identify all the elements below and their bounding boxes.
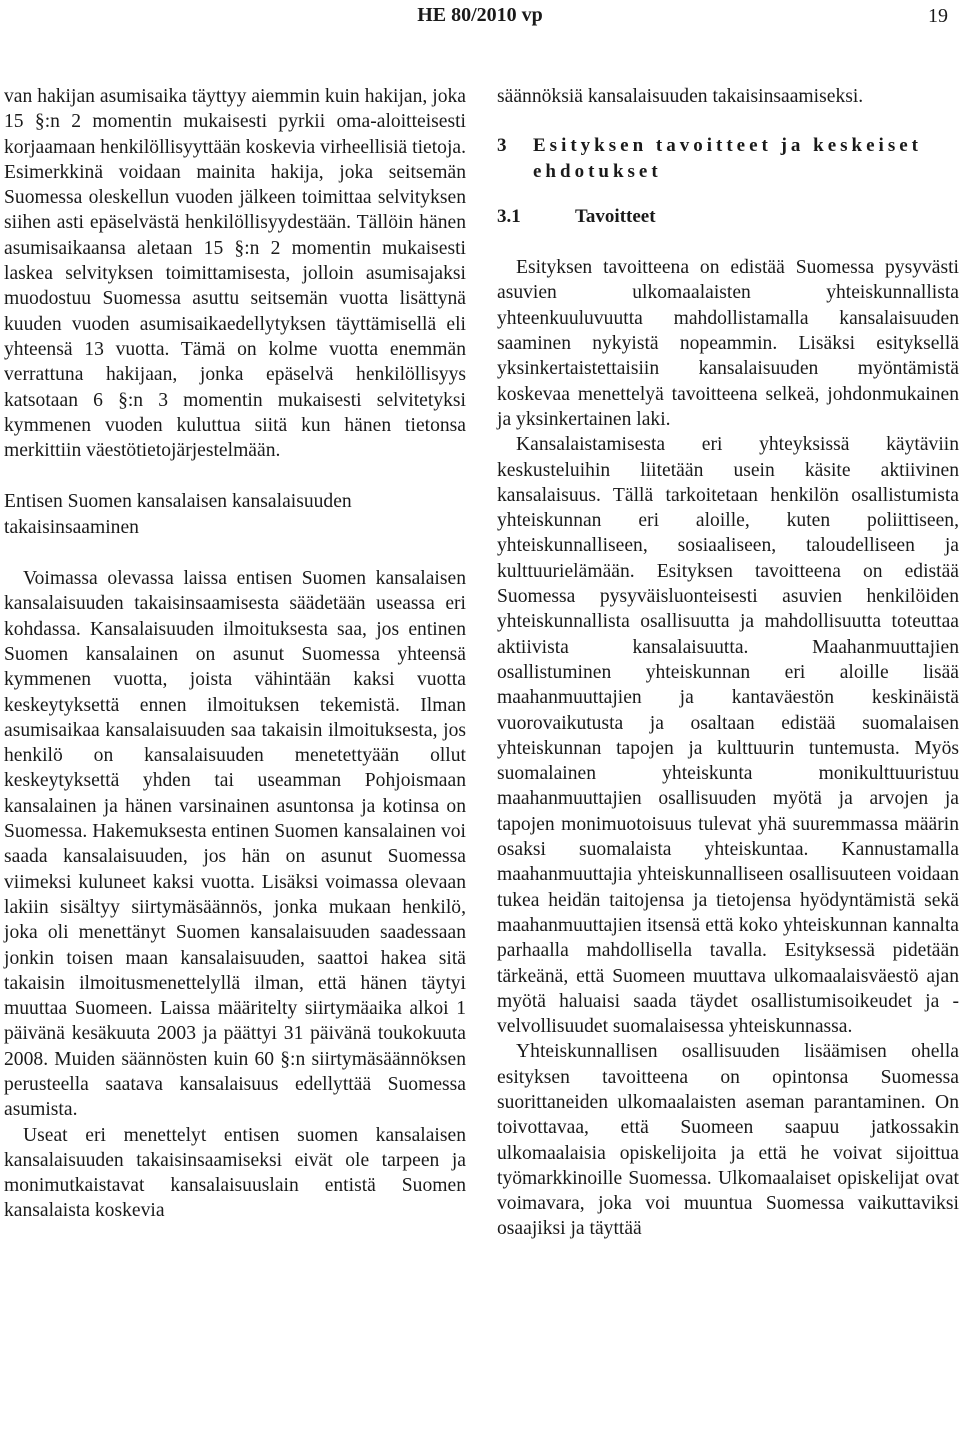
document-id: HE 80/2010 vp [417,4,543,26]
paragraph: van hakijan asumisaika täyttyy aiemmin kuin hakijan, joka 15 §:n 2 momentin mukaisesti pyrkii oma-aloitteisesti korjaamaan henkilöllisyyttään koskevia virheellisiä tietoja. Esimerkkinä voidaan mainita hakija, joka seitsemän Suomessa oleskellun vuoden jälkeen toimittaa selvityksen siihen asti epäselvästä henkilöllisyydestään. Tällöin hänen asumisaikaansa aletaan 15 §:n 2 momentin mukaisesti laskea selvityksen toimittamisesta, jolloin asumisajaksi muodostuu Suomessa asuttu seitsemän vuotta lisättynä kuuden vuoden asumisaikaedellytyksen täyttämisellä eli yhteensä 13 vuotta. Tämä on kolme vuotta enemmän verrattuna hakijaan, jonka epäselvä henkilöllisyys katsotaan 6 §:n 3 momentin mukaisesti selvitetyksi kymmenen vuoden kuluttua siitä kun hänen tietonsa merkittiin väestötietojärjestelmään. [4,86,466,462]
right-column [497,84,959,1242]
paragraph: Esityksen tavoitteena on edistää Suomessa pysyvästi asuvien ulkomaalaisten yhteiskunnallista yhteenkuuluvuutta mahdollistamalla kansalaisuuden saaminen nykyistä nopeammin. Lisäksi esityksellä yksinkertaistettaisiin kansalaisuuden myöntämistä koskevaa menettelyä tavoitteena selkeä, johdonmukainen ja yksinkertainen laki. [497,257,959,430]
section-number: 3 [497,135,507,157]
subsection-number: 3.1 [497,205,521,227]
paragraph: Kansalaistamisesta eri yhteyksissä käytäviin keskusteluihin liitetään usein käsite aktiivinen kansalaisuus. Tällä tarkoitetaan henkilön osallistumista yhteiskunnan eri aloille, kuten poliittiseen, yhteiskunnalliseen, sosiaaliseen, taloudelliseen ja kulttuurielämään. Esityksen tavoitteena on edistää Suomessa pysyväisluonteisesti asuvien henkilöiden yhteiskunnallista osallisuutta ja mahdollisuutta toteuttaa aktiivista kansalaisuutta. Maahanmuuttajien osallistuminen yhteiskunnan eri aloille lisää maahanmuuttajien ja kantaväestön keskinäistä vuorovaikutusta ja osaltaan edistää suomalaisen yhteiskunnan tapojen ja kulttuurin tuntemusta. Myös suomalainen yhteiskunta monikulttuuristuu maahanmuuttajien osallisuuden myötä ja arvojen ja tapojen monimuotoisuus tulevat yhä suuremmassa määrin osaksi suomalaista yhteiskuntaa. Kannustamalla maahanmuuttajia yhteiskunnalliseen osallisuuteen voidaan tukea heidän taitojensa ja tietojensa hyödyntämistä sekä maahanmuuttajien itsensä että koko yhteiskunnan kannalta parhaalla mahdollisella tavalla. Esityksessä pidetään tärkeänä, että Suomeen muuttava ulkomaalaisväestö ajan myötä haluaisi saada täydet osallistumisoikeudet ja -velvollisuudet suomalaisessa yhteiskunnassa. [497,434,959,1038]
page-header [0,0,960,34]
section-title: Esityksen tavoitteet ja keskeiset ehdotukset [533,135,922,182]
subsection-heading [497,204,959,229]
subsection-title: Tavoitteet [575,205,656,227]
paragraph: Voimassa olevassa laissa entisen Suomen kansalaisen kansalaisuuden takaisinsaamisesta säädetään useassa eri kohdassa. Kansalaisuuden ilmoituksesta saa, jos entinen Suomen kansalainen on asunut Suomessa yhteensä kymmenen vuotta, joista vähintään kaksi vuotta keskeytyksettä ennen ilmoituksen tekemistä. Ilman asumisaikaa kansalaisuuden saa takaisin ilmoituksesta, jos henkilö on kansalaisuuden menetettyään ollut keskeytyksettä yhden tai useamman Pohjoismaan kansalainen ja hänen varsinainen asuntonsa ja kotinsa on Suomessa. Hakemuksesta entinen Suomen kansalainen voi saada kansalaisuuden, jos hän on asunut Suomessa viimeksi kuluneet kaksi vuotta. Lisäksi voimassa olevaan lakiin sisältyy siirtymäsäännös, jonka mukaan henkilö, joka oli menettänyt Suomen kansalaisuuden saadessaan jonkin toisen maan kansalaisuuden, saattoi hakea sitä takaisin ilmoitusmenettelyllä ilman, että hänen täytyi muuttaa Suomeen. Laissa määritelty siirtymäaika alkoi 1 päivänä kesäkuuta 2003 ja päättyi 31 päivänä toukokuuta 2008. Muiden säännösten kuin 60 §:n siirtymäsäännöksen perusteella saatava kansalaisuus edellyttää Suomessa asumista. [4,568,466,1121]
paragraph: Yhteiskunnallisen osallisuuden lisäämisen ohella esityksen tavoitteena on opintonsa Suomessa suorittaneiden ulkomaalaisten aseman parantaminen. On toivottavaa, että Suomeen saapuu jatkossakin ulkomaalaisia opiskelijoita ja että he voivat sijoittua työmarkkinoille Suomessa. Ulkomaalaiset opiskelijat ovat voimavara, joka voi muuntua Suomessa vaikuttaviksi osaajiksi ja täyttää [497,1041,959,1240]
subheading: Entisen Suomen kansalaisen kansalaisuuden takaisinsaaminen [4,491,352,538]
section-heading [497,133,959,184]
paragraph: säännöksiä kansalaisuuden takaisinsaamiseksi. [497,86,864,107]
paragraph: Useat eri menettelyt entisen suomen kansalaisen kansalaisuuden takaisinsaamiseksi eivät ole tarpeen ja monimutkaistavat kansalaisuuslain entistä Suomen kansalaista koskevia [4,1124,466,1222]
left-column [4,84,466,1224]
page-number: 19 [928,5,948,27]
